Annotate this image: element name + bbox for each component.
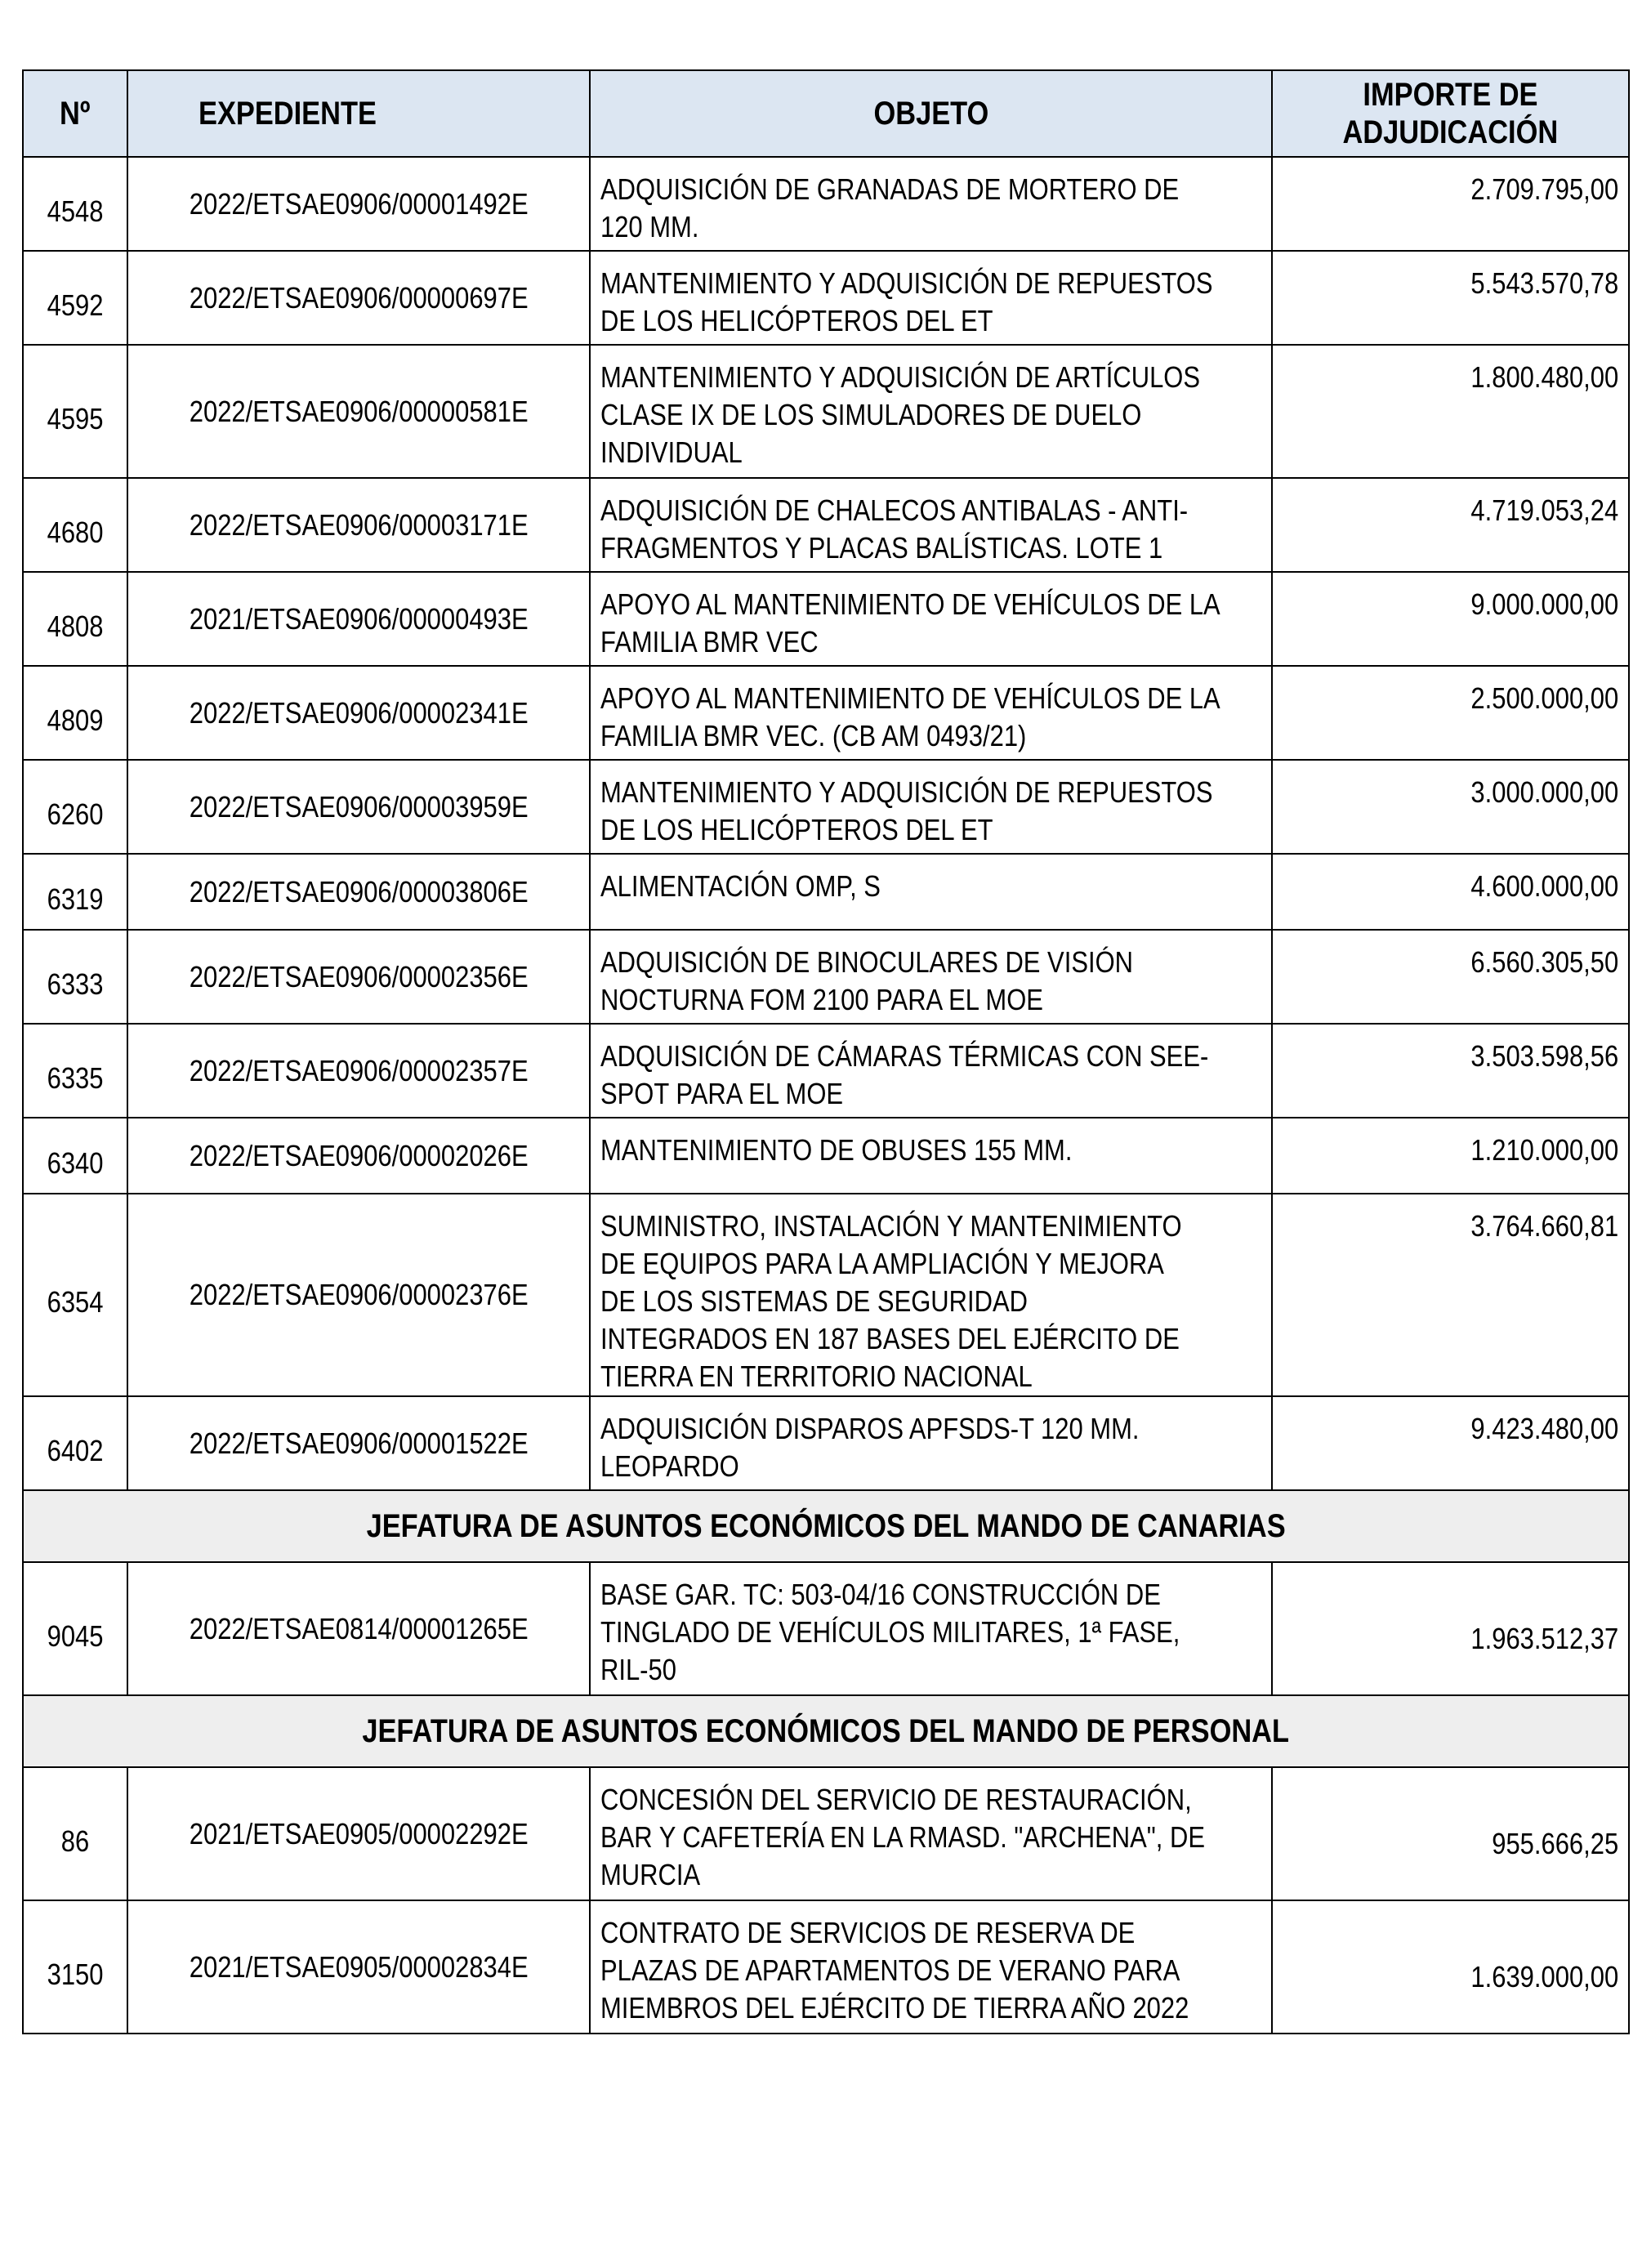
table-row [23, 1194, 1629, 1396]
row-objeto: ADQUISICIÓN DISPAROS APFSDS-T 120 MM. LEOPARDO [590, 1396, 1272, 1490]
table-row [23, 930, 1629, 1024]
row-importe: 4.719.053,24 [1272, 478, 1629, 572]
table-body-main [23, 157, 1629, 1490]
row-expediente: 2022/ETSAE0906/00003959E [127, 760, 590, 854]
table-row [23, 760, 1629, 854]
header-expediente: EXPEDIENTE [127, 70, 590, 157]
row-objeto: APOYO AL MANTENIMIENTO DE VEHÍCULOS DE LA FAMILIA BMR VEC. (CB AM 0493/21) [590, 666, 1272, 760]
row-objeto: MANTENIMIENTO Y ADQUISICIÓN DE ARTÍCULOS CLASE IX DE LOS SIMULADORES DE DUELO INDIVIDUAL [590, 345, 1272, 478]
row-expediente: 2022/ETSAE0906/00002026E [127, 1118, 590, 1194]
table-row [23, 251, 1629, 345]
table-row [23, 478, 1629, 572]
row-importe: 5.543.570,78 [1272, 251, 1629, 345]
row-number: 4680 [23, 478, 127, 572]
row-importe: 1.210.000,00 [1272, 1118, 1629, 1194]
row-importe: 9.000.000,00 [1272, 572, 1629, 666]
row-number: 6340 [23, 1118, 127, 1194]
row-number: 6260 [23, 760, 127, 854]
table-body-canarias [23, 1562, 1629, 1695]
table-row [23, 572, 1629, 666]
row-number: 4548 [23, 157, 127, 251]
row-objeto: ADQUISICIÓN DE GRANADAS DE MORTERO DE 120 MM. [590, 157, 1272, 251]
row-objeto: APOYO AL MANTENIMIENTO DE VEHÍCULOS DE LA FAMILIA BMR VEC [590, 572, 1272, 666]
table-body-personal [23, 1767, 1629, 2034]
row-expediente: 2022/ETSAE0906/00002376E [127, 1194, 590, 1396]
section-header-row [23, 1695, 1629, 1767]
row-number: 4808 [23, 572, 127, 666]
row-importe: 4.600.000,00 [1272, 854, 1629, 930]
row-expediente: 2022/ETSAE0906/00000697E [127, 251, 590, 345]
table-row [23, 157, 1629, 251]
row-expediente: 2021/ETSAE0905/00002292E [127, 1767, 590, 1900]
row-objeto: ADQUISICIÓN DE BINOCULARES DE VISIÓN NOCTURNA FOM 2100 PARA EL MOE [590, 930, 1272, 1024]
row-importe: 2.500.000,00 [1272, 666, 1629, 760]
row-expediente: 2022/ETSAE0906/00001492E [127, 157, 590, 251]
contracts-page [22, 69, 1628, 2034]
row-expediente: 2021/ETSAE0906/00000493E [127, 572, 590, 666]
table-row [23, 345, 1629, 478]
row-objeto: ALIMENTACIÓN OMP, S [590, 854, 1272, 930]
row-importe: 6.560.305,50 [1272, 930, 1629, 1024]
row-expediente: 2021/ETSAE0905/00002834E [127, 1900, 590, 2034]
row-objeto: CONTRATO DE SERVICIOS DE RESERVA DE PLAZAS DE APARTAMENTOS DE VERANO PARA MIEMBROS DEL EJÉRCITO DE TIERRA AÑO 2022 [590, 1900, 1272, 2034]
row-number: 9045 [23, 1562, 127, 1695]
row-importe: 955.666,25 [1272, 1767, 1629, 1900]
row-objeto: MANTENIMIENTO DE OBUSES 155 MM. [590, 1118, 1272, 1194]
table-row [23, 666, 1629, 760]
row-number: 86 [23, 1767, 127, 1900]
section-header-row [23, 1490, 1629, 1562]
section-title-canarias: JEFATURA DE ASUNTOS ECONÓMICOS DEL MANDO DE CANARIAS [23, 1490, 1629, 1562]
section-personal [23, 1695, 1629, 1767]
row-expediente: 2022/ETSAE0906/00001522E [127, 1396, 590, 1490]
row-expediente: 2022/ETSAE0906/00003171E [127, 478, 590, 572]
row-objeto: ADQUISICIÓN DE CÁMARAS TÉRMICAS CON SEE- SPOT PARA EL MOE [590, 1024, 1272, 1118]
row-objeto: CONCESIÓN DEL SERVICIO DE RESTAURACIÓN, BAR Y CAFETERÍA EN LA RMASD. "ARCHENA", DE MURCIA [590, 1767, 1272, 1900]
table-row [23, 1024, 1629, 1118]
row-number: 6354 [23, 1194, 127, 1396]
row-expediente: 2022/ETSAE0906/00003806E [127, 854, 590, 930]
table-row [23, 1118, 1629, 1194]
row-importe: 2.709.795,00 [1272, 157, 1629, 251]
row-importe: 1.800.480,00 [1272, 345, 1629, 478]
row-number: 4595 [23, 345, 127, 478]
row-objeto: ADQUISICIÓN DE CHALECOS ANTIBALAS - ANTI- FRAGMENTOS Y PLACAS BALÍSTICAS. LOTE 1 [590, 478, 1272, 572]
row-importe: 3.503.598,56 [1272, 1024, 1629, 1118]
row-objeto: BASE GAR. TC: 503-04/16 CONSTRUCCIÓN DE TINGLADO DE VEHÍCULOS MILITARES, 1ª FASE, RIL-50 [590, 1562, 1272, 1695]
row-expediente: 2022/ETSAE0906/00002356E [127, 930, 590, 1024]
row-number: 6333 [23, 930, 127, 1024]
contracts-table [22, 69, 1630, 2034]
row-number: 6335 [23, 1024, 127, 1118]
row-number: 6319 [23, 854, 127, 930]
row-importe: 9.423.480,00 [1272, 1396, 1629, 1490]
row-number: 4592 [23, 251, 127, 345]
header-no: Nº [23, 70, 127, 157]
section-canarias [23, 1490, 1629, 1562]
row-objeto: MANTENIMIENTO Y ADQUISICIÓN DE REPUESTOS DE LOS HELICÓPTEROS DEL ET [590, 760, 1272, 854]
header-objeto: OBJETO [590, 70, 1272, 157]
row-importe: 1.963.512,37 [1272, 1562, 1629, 1695]
row-expediente: 2022/ETSAE0906/00002357E [127, 1024, 590, 1118]
row-expediente: 2022/ETSAE0906/00000581E [127, 345, 590, 478]
row-expediente: 2022/ETSAE0814/00001265E [127, 1562, 590, 1695]
header-importe: IMPORTE DE ADJUDICACIÓN [1272, 70, 1629, 157]
table-row [23, 1396, 1629, 1490]
table-row [23, 1900, 1629, 2034]
row-objeto: MANTENIMIENTO Y ADQUISICIÓN DE REPUESTOS DE LOS HELICÓPTEROS DEL ET [590, 251, 1272, 345]
row-importe: 3.764.660,81 [1272, 1194, 1629, 1396]
section-title-personal: JEFATURA DE ASUNTOS ECONÓMICOS DEL MANDO DE PERSONAL [23, 1695, 1629, 1767]
table-header-row [23, 70, 1629, 157]
table-row [23, 854, 1629, 930]
row-number: 6402 [23, 1396, 127, 1490]
row-importe: 3.000.000,00 [1272, 760, 1629, 854]
row-expediente: 2022/ETSAE0906/00002341E [127, 666, 590, 760]
row-objeto: SUMINISTRO, INSTALACIÓN Y MANTENIMIENTO DE EQUIPOS PARA LA AMPLIACIÓN Y MEJORA DE LOS SISTEMAS DE SEGURIDAD INTEGRADOS EN 187 BASES DEL EJÉRCITO DE TIERRA EN TERRITORIO NACIONAL [590, 1194, 1272, 1396]
row-importe: 1.639.000,00 [1272, 1900, 1629, 2034]
table-row [23, 1767, 1629, 1900]
row-number: 3150 [23, 1900, 127, 2034]
row-number: 4809 [23, 666, 127, 760]
table-row [23, 1562, 1629, 1695]
